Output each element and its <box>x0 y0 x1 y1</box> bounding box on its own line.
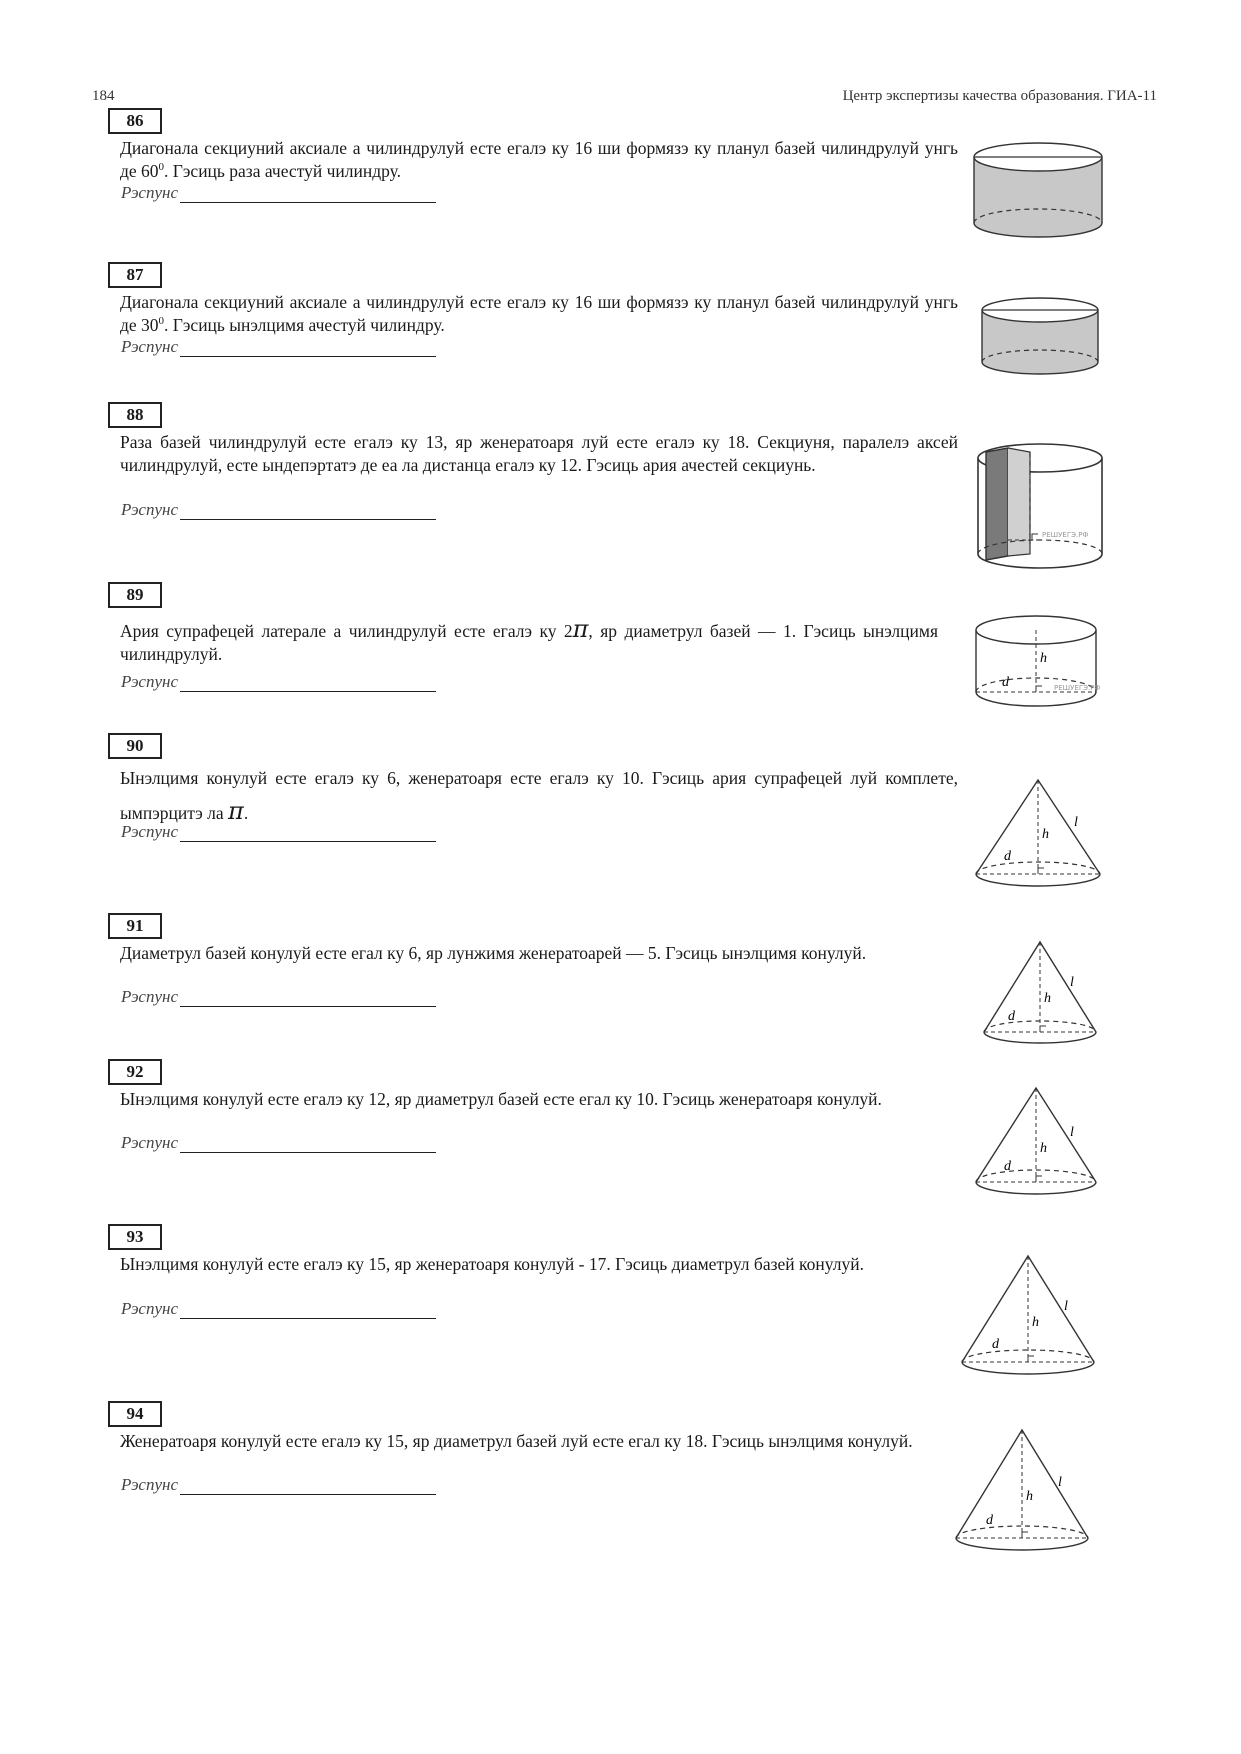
svg-text:d: d <box>1002 675 1009 690</box>
cone-figure <box>958 1254 1106 1386</box>
svg-text:d: d <box>992 1337 999 1352</box>
svg-text:РЕШУЕГЭ.РФ: РЕШУЕГЭ.РФ <box>1054 684 1101 692</box>
svg-text:h: h <box>1044 991 1051 1006</box>
problem-text: Раза базей чилиндрулуй есте егалэ ку 13, яр женератоаря луй есте егалэ ку 18. Секциуня, паралелэ аксей чилиндрулуй, есте ындепэртатэ де еа ла дистанца егалэ ку 12. Гэсиць ария ачестей секциунь. <box>120 432 958 475</box>
problem-number: 91 <box>108 913 162 939</box>
problem-text: Ынэлцимя конулуй есте егалэ ку 6, женератоаря есте егалэ ку 10. Гэсиць ария супрафецей луй комплете, ымпэрцитэ ла π. <box>120 768 958 825</box>
problem-number: 86 <box>108 108 162 134</box>
cone-figure <box>952 1428 1100 1560</box>
svg-text:l: l <box>1064 1299 1068 1314</box>
problem-text: Ынэлцимя конулуй есте егалэ ку 15, яр женератоаря конулуй - 17. Гэсиць диаметрул базей конулуй. <box>120 1254 864 1274</box>
page-number: 184 <box>92 88 115 104</box>
svg-text:d: d <box>1004 1159 1011 1174</box>
svg-text:d: d <box>1004 849 1011 864</box>
problem-number: 87 <box>108 262 162 288</box>
cylinder-figure <box>972 612 1104 716</box>
cylinder-parallel-section-figure <box>968 436 1108 574</box>
answer-field[interactable]: Рэспунс <box>121 337 436 357</box>
svg-text:h: h <box>1026 1489 1033 1504</box>
problem-number: 89 <box>108 582 162 608</box>
answer-field[interactable]: Рэспунс <box>121 183 436 203</box>
problem-text: Диагонала секциуний аксиале а чилиндрулуй есте егалэ ку 16 ши формязэ ку планул базей чилиндрулуй унгь де $30^0$. Гэсиць ынэлцимя ачестуй чилиндру. <box>120 292 958 335</box>
svg-text:l: l <box>1070 975 1074 990</box>
problem-number: 94 <box>108 1401 162 1427</box>
svg-text:l: l <box>1070 1125 1074 1140</box>
problem-number: 93 <box>108 1224 162 1250</box>
cone-figure <box>970 1086 1104 1204</box>
problem-text: Женератоаря конулуй есте егалэ ку 15, яр диаметрул базей луй есте егал ку 18. Гэсиць ынэлцимя конулуй. <box>120 1431 913 1451</box>
svg-text:d: d <box>986 1513 993 1528</box>
svg-text:d: d <box>1008 1009 1015 1024</box>
answer-field[interactable]: Рэспунс <box>121 822 436 842</box>
problem-number: 88 <box>108 402 162 428</box>
running-header: Центр экспертизы качества образования. ГИА-11 <box>842 88 1157 104</box>
cone-figure <box>978 940 1104 1052</box>
answer-field[interactable]: Рэспунс <box>121 1299 436 1319</box>
cylinder-axial-section-figure <box>978 290 1102 394</box>
svg-text:h: h <box>1042 827 1049 842</box>
svg-text:РЕШУЕГЭ.РФ: РЕШУЕГЭ.РФ <box>1042 531 1089 539</box>
svg-text:l: l <box>1058 1475 1062 1490</box>
svg-text:h: h <box>1040 651 1047 666</box>
problem-text: Ынэлцимя конулуй есте егалэ ку 12, яр диаметрул базей есте егал ку 10. Гэсиць женератоаря конулуй. <box>120 1089 882 1109</box>
answer-field[interactable]: Рэспунс <box>121 987 436 1007</box>
answer-field[interactable]: Рэспунс <box>121 672 436 692</box>
svg-text:h: h <box>1032 1315 1039 1330</box>
cone-figure <box>970 776 1110 896</box>
answer-field[interactable]: Рэспунс <box>121 1133 436 1153</box>
answer-field[interactable]: Рэспунс <box>121 500 436 520</box>
problem-text: Диаметрул базей конулуй есте егал ку 6, яр лунжимя женератоарей — 5. Гэсиць ынэлцимя конулуй. <box>120 943 867 963</box>
problem-number: 90 <box>108 733 162 759</box>
cylinder-axial-section-figure <box>970 135 1106 257</box>
svg-text:h: h <box>1040 1141 1047 1156</box>
svg-text:l: l <box>1074 815 1078 830</box>
answer-field[interactable]: Рэспунс <box>121 1475 436 1495</box>
problem-number: 92 <box>108 1059 162 1085</box>
problem-text: Ария супрафецей латерале а чилиндрулуй есте егалэ ку 2π, яр диаметрул базей — 1. Гэсиць ынэлцимя чилиндрулуй. <box>120 615 939 664</box>
problem-text: Диагонала секциуний аксиале а чилиндрулуй есте егалэ ку 16 ши формязэ ку планул базей чилиндрулуй унгь де $60^0$. Гэсиць раза ачестуй чилиндру. <box>120 138 958 181</box>
